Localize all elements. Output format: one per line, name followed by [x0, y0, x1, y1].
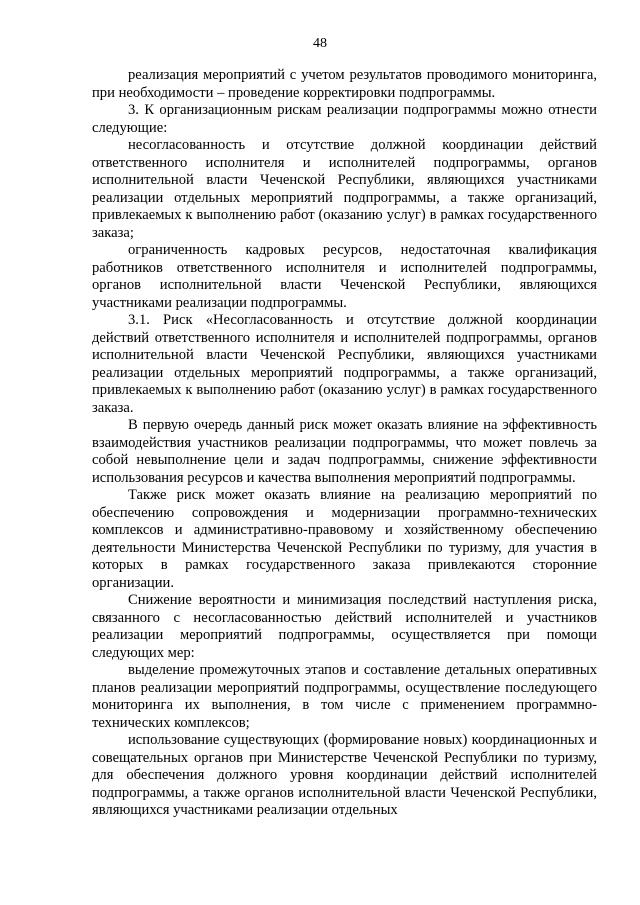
paragraph: В первую очередь данный риск может оказать влияние на эффективность взаимодействия участников реализации подпрограммы, что может повлечь за собой невыполнение цели и задач подпрограммы, снижение эффективности использования ресурсов и качества выполнения мероприятий подпрограммы.: [92, 417, 597, 486]
paragraph: использование существующих (формирование новых) координационных и совещательных органов при Министерстве Чеченской Республики по туризму, для обеспечения должного уровня координации действий исполнителей подпрограммы, а также органов исполнительной власти Чеченской Республики, являющихся участниками реализации отдельных: [92, 732, 597, 818]
paragraph: 3.1. Риск «Несогласованность и отсутствие должной координации действий ответственного исполнителя и исполнителей подпрограммы, органов исполнительной власти Чеченской Республики, являющихся участниками реализации отдельных мероприятий подпрограммы, а также организаций, привлекаемых к выполнению работ (оказанию услуг) в рамках государственного заказа.: [92, 312, 597, 416]
page-number: 48: [313, 36, 327, 51]
paragraph: 3. К организационным рискам реализации подпрограммы можно отнести следующие:: [92, 102, 597, 136]
paragraph: выделение промежуточных этапов и составление детальных оперативных планов реализации мероприятий подпрограммы, осуществление последующего мониторинга их выполнения, в том числе с применением программно-технических комплексов;: [92, 662, 597, 731]
document-body: [92, 67, 597, 820]
paragraph: ограниченность кадровых ресурсов, недостаточная квалификация работников ответственного исполнителя и исполнителей подпрограммы, органов исполнительной власти Чеченской Республики, являющихся участниками реализации подпрограммы.: [92, 242, 597, 311]
paragraph: Снижение вероятности и минимизация последствий наступления риска, связанного с несогласованностью действий исполнителей и участников реализации мероприятий подпрограммы, осуществляется при помощи следующих мер:: [92, 592, 597, 661]
paragraph: реализация мероприятий с учетом результатов проводимого мониторинга, при необходимости – проведение корректировки подпрограммы.: [92, 67, 597, 101]
paragraph: Также риск может оказать влияние на реализацию мероприятий по обеспечению сопровождения и модернизации программно-технических комплексов и административно-правовому и хозяйственному обеспечению деятельности Министерства Чеченской Республики по туризму, для участия в которых в рамках государственного заказа привлекаются сторонние организации.: [92, 487, 597, 591]
paragraph: несогласованность и отсутствие должной координации действий ответственного исполнителя и исполнителей подпрограммы, органов исполнительной власти Чеченской Республики, являющихся участниками реализации отдельных мероприятий подпрограммы, а также организаций, привлекаемых к выполнению работ (оказанию услуг) в рамках государственного заказа;: [92, 137, 597, 241]
